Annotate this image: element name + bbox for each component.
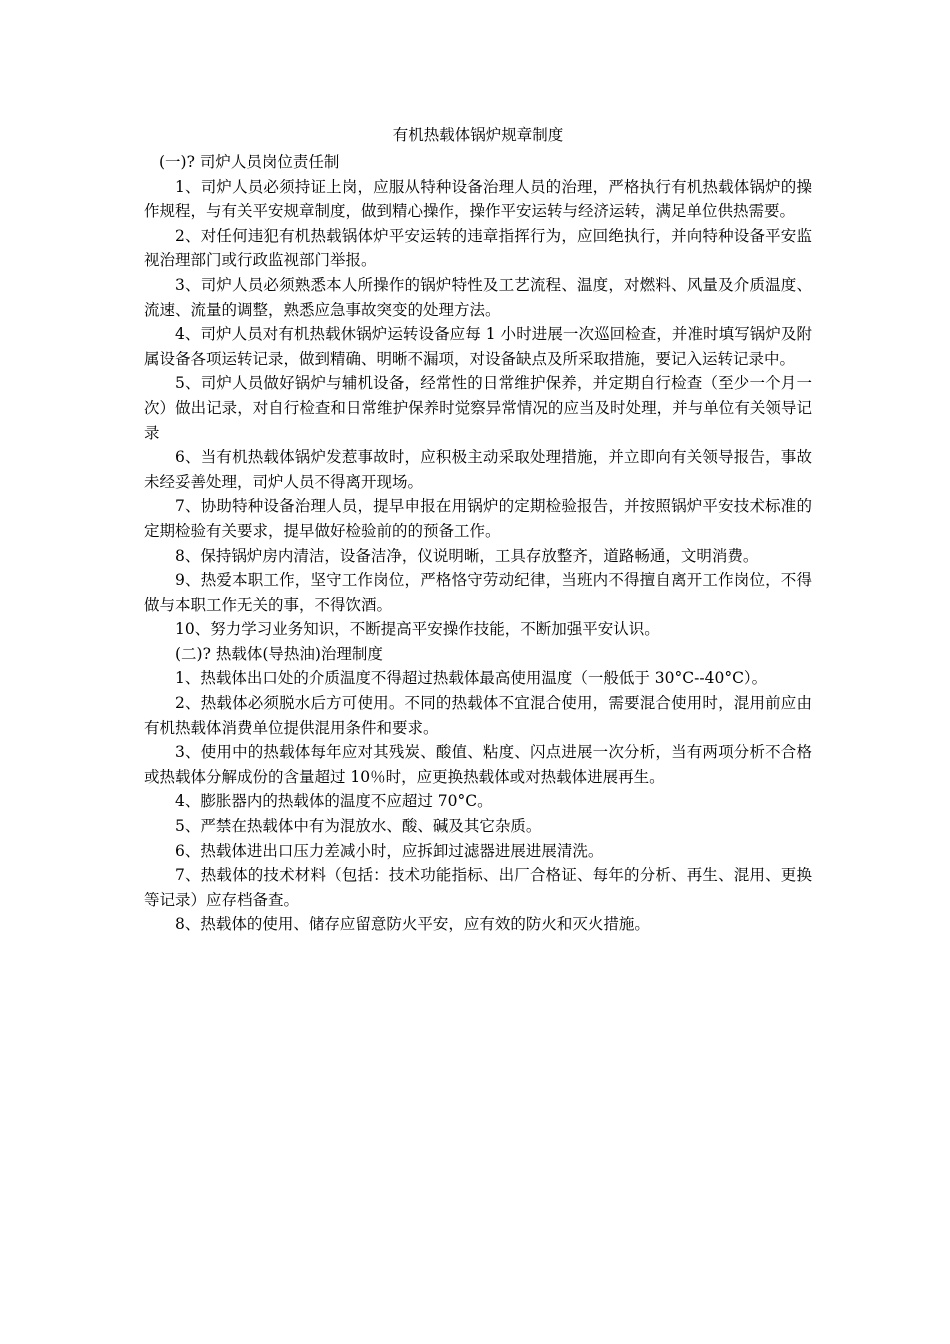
paragraph: 3、使用中的热载体每年应对其残炭、酸值、粘度、闪点进展一次分析，当有两项分析不合格或热载体分解成份的含量超过 10％时，应更换热载体或对热载体进展再生。 bbox=[144, 743, 812, 786]
document-page bbox=[144, 120, 812, 937]
paragraph: 5、司炉人员做好锅炉与辅机设备，经常性的日常维护保养，并定期自行检查（至少一个月一次）做出记录，对自行检查和日常维护保养时觉察异常情况的应当及时处理，并与单位有关领导记录 bbox=[144, 374, 812, 442]
paragraph: 8、热载体的使用、储存应留意防火平安，应有效的防火和灭火措施。 bbox=[175, 915, 650, 934]
section-heading: (一)? 司炉人员岗位责任制 bbox=[159, 153, 340, 171]
section-heading: (二)? 热载体(导热油)治理制度 bbox=[175, 644, 383, 663]
paragraph: 9、热爱本职工作，坚守工作岗位，严格恪守劳动纪律，当班内不得擅自离开工作岗位，不得做与本职工作无关的事，不得饮酒。 bbox=[144, 571, 812, 614]
paragraph: 6、热载体进出口压力差减小时，应拆卸过滤器进展进展清洗。 bbox=[175, 841, 604, 860]
paragraph: 2、热载体必须脱水后方可使用。不同的热载体不宜混合使用，需要混合使用时，混用前应由有机热载体消费单位提供混用条件和要求。 bbox=[144, 694, 812, 737]
paragraph: 7、协助特种设备治理人员，提早申报在用锅炉的定期检验报告，并按照锅炉平安技术标准的定期检验有关要求，提早做好检验前的的预备工作。 bbox=[144, 497, 812, 540]
paragraph: 1、热载体出口处的介质温度不得超过热载体最高使用温度（一般低于 30°C--40°C）。 bbox=[175, 669, 768, 688]
paragraph: 2、对任何违犯有机热载锅体炉平安运转的违章指挥行为，应回绝执行，并向特种设备平安监视治理部门或行政监视部门举报。 bbox=[144, 226, 812, 270]
document-title: 有机热载体锅炉规章制度 bbox=[392, 126, 564, 144]
paragraph: 4、膨胀器内的热载体的温度不应超过 70°C。 bbox=[175, 792, 493, 811]
paragraph: 8、保持锅炉房内清洁，设备洁净，仪说明晰，工具存放整齐，道路畅通，文明消费。 bbox=[175, 546, 759, 565]
paragraph: 1、司炉人员必须持证上岗，应服从特种设备治理人员的治理，严格执行有机热载体锅炉的操作规程，与有关平安规章制度，做到精心操作，操作平安运转与经济运转，满足单位供热需要。 bbox=[144, 177, 812, 221]
section-2 bbox=[144, 642, 812, 937]
section-1 bbox=[144, 150, 812, 642]
paragraph: 7、热载体的技术材料（包括：技术功能指标、出厂合格证、每年的分析、再生、混用、更换等记录）应存档备查。 bbox=[144, 866, 812, 909]
paragraph: 5、严禁在热载体中有为混放水、酸、碱及其它杂质。 bbox=[175, 817, 542, 836]
paragraph: 3、司炉人员必须熟悉本人所操作的锅炉特性及工艺流程、温度，对燃料、风量及介质温度、流速、流量的调整，熟悉应急事故突变的处理方法。 bbox=[144, 275, 812, 319]
paragraph: 6、当有机热载体锅炉发惹事故时，应积极主动采取处理措施，并立即向有关领导报告，事故未经妥善处理，司炉人员不得离开现场。 bbox=[144, 448, 812, 491]
paragraph: 10、努力学习业务知识，不断提高平安操作技能，不断加强平安认识。 bbox=[175, 620, 660, 639]
paragraph: 4、司炉人员对有机热载休锅炉运转设备应每 1 小时进展一次巡回检查，并准时填写锅炉及附属设备各项运转记录，做到精确、明晰不漏项，对设备缺点及所采取措施，要记入运转记录中。 bbox=[144, 325, 812, 368]
